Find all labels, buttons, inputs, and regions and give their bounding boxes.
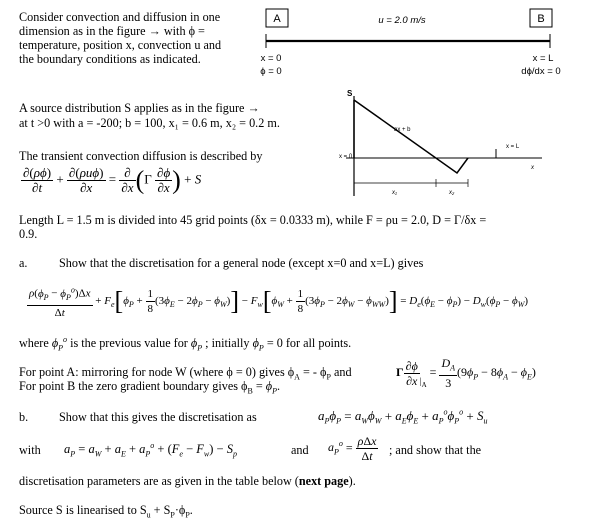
intro-line-3: temperature, position x, convection u and	[19, 38, 222, 52]
point-a-label: A	[273, 13, 281, 25]
with-label: with	[19, 443, 41, 457]
source-profile	[354, 100, 468, 173]
x-axis-label: x	[531, 165, 534, 171]
velocity-label: u = 2.0 m/s	[378, 15, 426, 26]
transient-line: The transient convection diffusion is described by	[19, 149, 263, 163]
part-a-text: Show that the discretisation for a general node (except x=0 and x=L) gives	[59, 256, 424, 270]
left-x-label: x = 0	[260, 53, 282, 64]
x1-label: x₁	[392, 190, 397, 196]
right-bc-label: dϕ/dx = 0	[521, 66, 561, 77]
point-a-gradient-equation: Γ $\frac{\partial\phi}{\partial x}$ $_{|_A}$ = $\frac{D_A}{3}$ $(9\phi_P - 8\phi_A - \phi_E)$	[396, 356, 536, 391]
length-line-1: Length L = 1.5 m is divided into 45 grid points (δx = 0.0333 m), while F = ρu = 2.0, D = Γ/δx =	[19, 213, 487, 227]
source-figure	[332, 86, 600, 204]
intro-line-4: the boundary conditions as indicated.	[19, 52, 201, 66]
discretisation-line: discretisation parameters are as given in the table below (next page).	[19, 474, 356, 488]
right-x-label: x = L	[532, 53, 554, 64]
part-a-label: a.	[19, 256, 28, 270]
part-b-text: Show that this gives the discretisation as	[59, 410, 257, 424]
pde-equation: $\frac{\partial(\rho\phi)}{\partial t}$ + $\frac{\text{∂(ρuϕ)}}{\partial x}$ = $\frac{\partial}{\partial x}$ (Γ $\frac{\partial\phi}{\partial x}$ ) + S	[23, 165, 202, 195]
linearised-line: Source S is linearised to $S_u + S_P\cdot\phi_P$.	[19, 503, 193, 520]
and-label: and	[291, 443, 309, 457]
intro-line-1: Consider convection and diffusion in one	[19, 10, 221, 24]
part-b-label: b.	[19, 410, 29, 424]
intro-line-2: dimension as in the figure → with ϕ =	[19, 24, 205, 38]
x-eq-l-label: x = L	[506, 144, 520, 150]
discretisation-equation: $\frac{\rho(\phi_P - \phi_P^o)\Delta x}{\Delta t}$ + $F_e[\phi_P$ + $\frac{1}{8}$ $(3\phi_E - 2\phi_P - \phi_W)] - F_w[\phi_W$ + $\frac{1}{8}$ $(3\phi_P - 2\phi_W - \phi_{WW})] = D_e(\phi_E - \phi_P) - D_w(\phi_P - \phi_W)$	[29, 285, 529, 319]
point-b-label: B	[537, 13, 545, 25]
point-a-line: For point A: mirroring for node W (where ϕ = 0) gives $\phi_A$ = - $\phi_P$ and	[19, 365, 352, 382]
left-phi-label: ϕ = 0	[260, 66, 282, 77]
ax-b-label: ax + b	[394, 127, 411, 133]
point-b-line: For point B the zero gradient boundary gives $\phi_B = \phi_P$.	[19, 379, 281, 396]
with-tail: ; and show that the	[389, 443, 482, 457]
s-axis-label: S	[347, 89, 353, 98]
source-line-1: A source distribution S applies as in the figure →	[19, 101, 260, 115]
domain-figure	[258, 5, 598, 85]
x2-label: x₂	[449, 190, 455, 196]
length-line-2: 0.9.	[19, 227, 38, 241]
where-line: where $\phi_P^o$ is the previous value for $\phi_P$ ; initially $\phi_P = 0$ for all points.	[19, 335, 352, 353]
ap0-equation: $a_P^o$ = $\frac{\text{ρΔx}}{\Delta t}$	[328, 434, 377, 463]
x-eq-0-label: x = 0	[339, 154, 353, 160]
part-b-equation: $a_P\phi_P = a_W\phi_W + a_E\phi_E + a_P^o\phi_P^o + S_u$	[318, 408, 488, 426]
ap-equation: $a_P = a_W + a_E + a_P^o + (F_e - F_w) - S_p$	[64, 441, 237, 459]
source-line-2: at t >0 with a = -200; b = 100, x₁ = 0.6 m, x₂ = 0.2 m.	[19, 116, 280, 130]
